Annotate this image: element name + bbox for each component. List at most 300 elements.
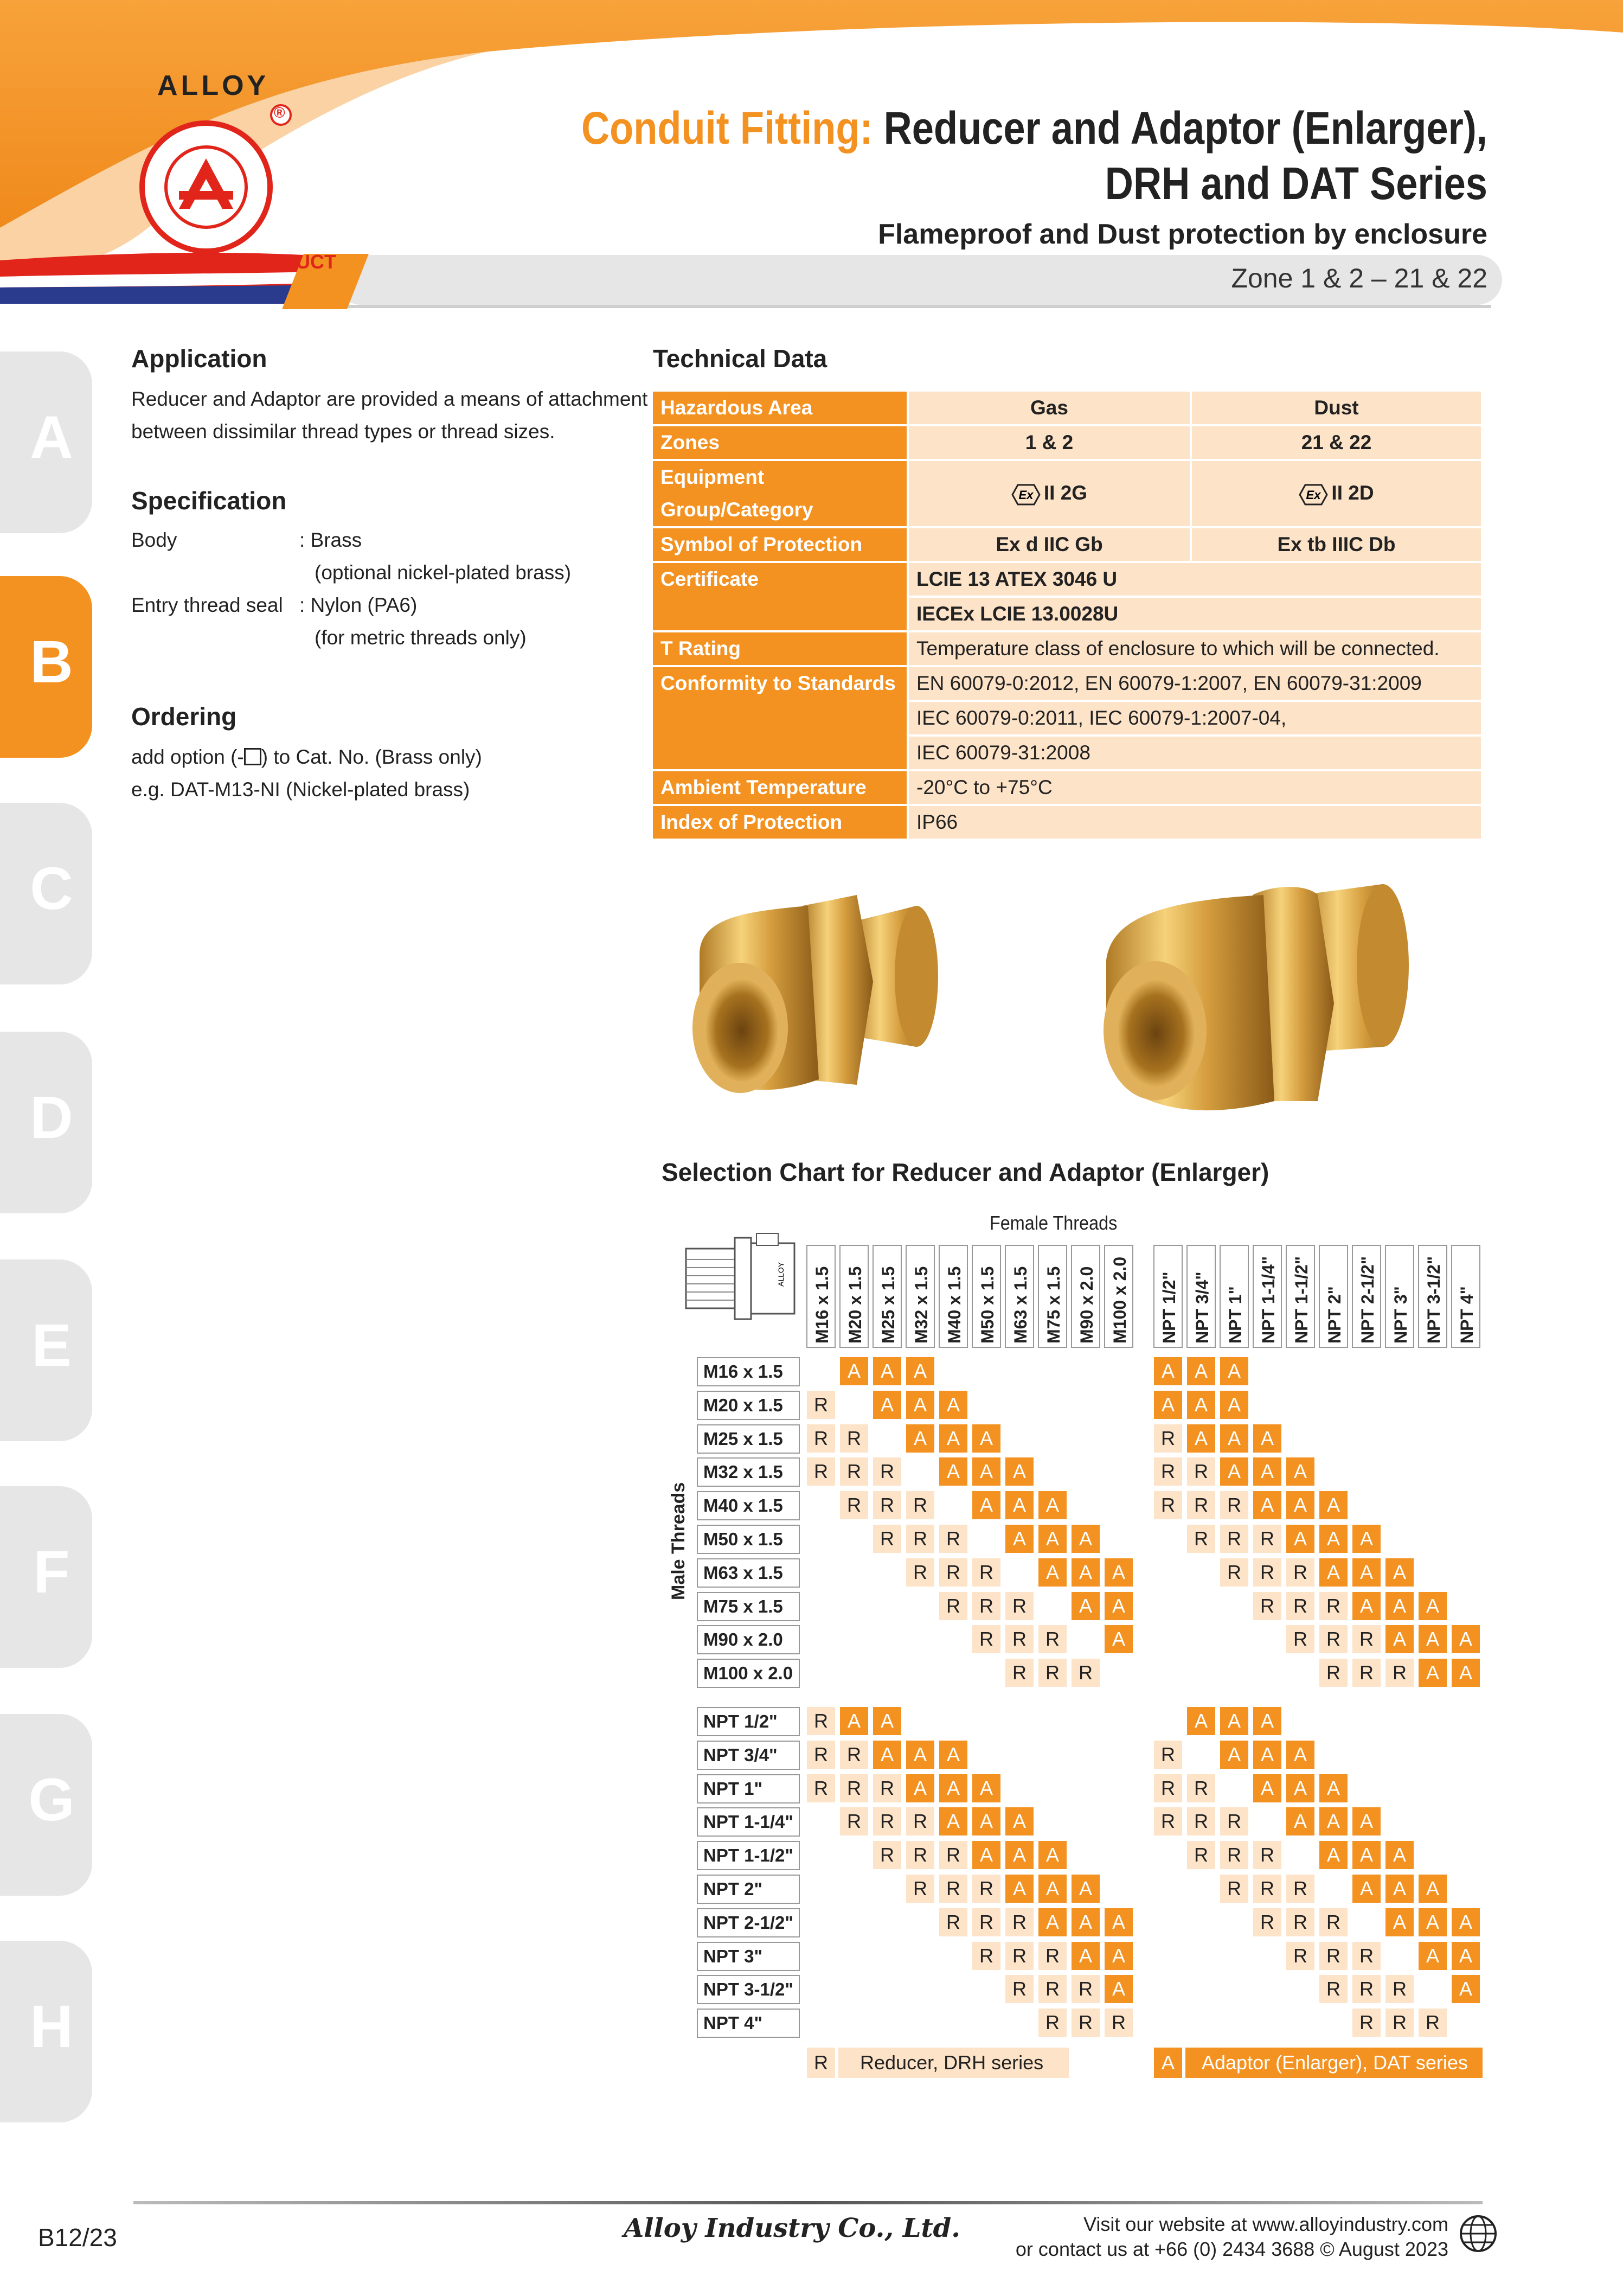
adaptor-cell: A	[1286, 1807, 1314, 1835]
adaptor-cell: A	[1005, 1807, 1034, 1835]
adaptor-cell: A	[1005, 1525, 1034, 1553]
reducer-cell: R	[1038, 1659, 1067, 1687]
ordering-heading: Ordering	[131, 702, 237, 731]
column-header-label: NPT 3-1/2"	[1424, 1256, 1444, 1344]
dust-header: Dust	[1191, 391, 1482, 425]
reducer-cell: R	[1005, 1659, 1034, 1687]
reducer-cell: R	[1154, 1741, 1182, 1769]
certificate-iecex: IECEx LCIE 13.0028U	[908, 597, 1482, 631]
reducer-cell: R	[1286, 1558, 1314, 1587]
reducer-cell: R	[1319, 1975, 1348, 2003]
reducer-cell: R	[1286, 1625, 1314, 1653]
reducer-cell: R	[1220, 1875, 1248, 1903]
column-header	[1451, 1245, 1480, 1348]
standard-2: IEC 60079-0:2011, IEC 60079-1:2007-04,	[908, 701, 1482, 736]
adaptor-cell: A	[1038, 1525, 1067, 1553]
tagline: A QUALITY PRODUCT	[130, 251, 337, 273]
reducer-cell: R	[1072, 2009, 1100, 2037]
adaptor-cell: A	[1105, 1975, 1133, 2003]
row-header: M32 x 1.5	[697, 1457, 800, 1487]
specification-heading: Specification	[131, 487, 287, 515]
row-header: NPT 1"	[697, 1774, 800, 1803]
adaptor-cell: A	[1385, 1592, 1414, 1620]
reducer-cell: R	[1105, 2009, 1133, 2037]
reducer-cell: R	[1005, 1908, 1034, 1936]
standard-3: IEC 60079-31:2008	[908, 736, 1482, 770]
legend-a-code: A	[1154, 2048, 1182, 2078]
reducer-cell: R	[1005, 1625, 1034, 1653]
reducer-cell: R	[939, 1841, 967, 1869]
adaptor-cell: A	[1105, 1625, 1133, 1653]
adaptor-cell: A	[1220, 1424, 1248, 1453]
reducer-cell: R	[1154, 1807, 1182, 1835]
adaptor-cell: A	[1452, 1975, 1480, 2003]
adaptor-cell: A	[1005, 1841, 1034, 1869]
adaptor-cell: A	[1385, 1625, 1414, 1653]
conformity-label: Conformity to Standards	[652, 666, 908, 770]
adaptor-cell: A	[1385, 1908, 1414, 1936]
column-header	[972, 1245, 1001, 1348]
adaptor-cell: A	[1187, 1707, 1215, 1735]
adaptor-cell: A	[1352, 1841, 1381, 1869]
adaptor-cell: A	[972, 1491, 1000, 1519]
reducer-cell: R	[1319, 1592, 1348, 1620]
reducer-cell: R	[1385, 1975, 1414, 2003]
adaptor-cell: A	[1220, 1707, 1248, 1735]
column-header-label: M90 x 2.0	[1077, 1266, 1096, 1344]
tab-c[interactable]	[0, 803, 92, 984]
reducer-cell: R	[906, 1841, 934, 1869]
adaptor-cell: A	[1220, 1457, 1248, 1486]
adaptor-cell: A	[906, 1774, 934, 1802]
row-header: NPT 3-1/2"	[697, 1975, 800, 2004]
reducer-cell: R	[972, 1625, 1000, 1653]
reducer-cell: R	[1253, 1841, 1281, 1869]
row-header: M25 x 1.5	[697, 1424, 800, 1454]
reducer-cell: R	[1286, 1942, 1314, 1970]
adaptor-cell: A	[972, 1807, 1000, 1835]
reducer-cell: R	[972, 1908, 1000, 1936]
adaptor-cell: A	[1038, 1908, 1067, 1936]
column-header-label: M16 x 1.5	[812, 1266, 832, 1344]
column-header-label: NPT 1-1/2"	[1292, 1256, 1311, 1344]
adaptor-cell: A	[1286, 1491, 1314, 1519]
spec-seal-value: : Nylon (PA6)	[299, 594, 418, 616]
row-header: M16 x 1.5	[697, 1357, 800, 1386]
column-header-label: M40 x 1.5	[945, 1266, 964, 1344]
hazardous-area-label: Hazardous Area	[652, 391, 908, 425]
zones-gas: 1 & 2	[908, 425, 1191, 460]
column-header-label: NPT 1"	[1226, 1286, 1245, 1344]
adaptor-cell: A	[1038, 1558, 1067, 1587]
footer-divider	[133, 2201, 1483, 2204]
reducer-cell: R	[939, 1592, 967, 1620]
reducer-cell: R	[939, 1875, 967, 1903]
tab-f[interactable]	[0, 1486, 92, 1668]
column-header	[839, 1245, 869, 1348]
reducer-cell: R	[1319, 1942, 1348, 1970]
adaptor-cell: A	[1253, 1457, 1281, 1486]
reducer-cell: R	[972, 1558, 1000, 1587]
row-header: M40 x 1.5	[697, 1491, 800, 1520]
adaptor-cell: A	[906, 1424, 934, 1453]
reducer-cell: R	[807, 1424, 835, 1453]
adaptor-cell: A	[1005, 1491, 1034, 1519]
reducer-cell: R	[1352, 1659, 1381, 1687]
adaptor-cell: A	[1352, 1525, 1381, 1553]
equipment-dust	[1191, 460, 1482, 527]
row-header: M20 x 1.5	[697, 1391, 800, 1420]
reducer-cell: R	[1154, 1424, 1182, 1453]
reducer-cell: R	[1154, 1457, 1182, 1486]
reducer-cell: R	[840, 1807, 868, 1835]
column-header	[806, 1245, 836, 1348]
adaptor-cell: A	[1319, 1807, 1348, 1835]
page-title-line1	[581, 102, 1487, 155]
reducer-cell: R	[1187, 1774, 1215, 1802]
table-row	[652, 666, 1482, 701]
table-row	[652, 460, 1482, 527]
row-header: M100 x 2.0	[697, 1659, 800, 1688]
reducer-cell: R	[906, 1491, 934, 1519]
equipment-dust-value: II 2D	[1331, 482, 1374, 504]
row-header: M75 x 1.5	[697, 1592, 800, 1621]
reducer-cell: R	[1187, 1491, 1215, 1519]
reducer-cell: R	[906, 1807, 934, 1835]
adaptor-cell: A	[939, 1807, 967, 1835]
tab-b-label: B	[30, 629, 73, 695]
reducer-cell: R	[1038, 1625, 1067, 1653]
technical-data-table	[651, 389, 1483, 841]
adaptor-cell: A	[1452, 1625, 1480, 1653]
adaptor-cell: A	[939, 1424, 967, 1453]
footer-contact: or contact us at +66 (0) 2434 3688 © August 2023	[1015, 2238, 1448, 2260]
adaptor-cell: A	[1352, 1558, 1381, 1587]
reducer-cell: R	[807, 1457, 835, 1486]
column-header	[1005, 1245, 1034, 1348]
adaptor-cell: A	[1452, 1908, 1480, 1936]
reducer-cell: R	[1220, 1558, 1248, 1587]
reducer-cell: R	[807, 1774, 835, 1802]
adaptor-cell: A	[1385, 1841, 1414, 1869]
reducer-cell: R	[972, 1875, 1000, 1903]
ordering-line-2: e.g. DAT-M13-NI (Nickel-plated brass)	[131, 778, 470, 801]
ex-hexagon-icon	[1299, 484, 1328, 506]
tab-e-label: E	[31, 1312, 72, 1379]
reducer-cell: R	[1005, 1942, 1034, 1970]
reducer-cell: R	[906, 1558, 934, 1587]
column-header	[1253, 1245, 1282, 1348]
adaptor-cell: A	[939, 1391, 967, 1419]
reducer-photo	[692, 895, 938, 1093]
column-header	[1286, 1245, 1315, 1348]
reducer-cell: R	[939, 1908, 967, 1936]
seal-text	[142, 243, 150, 244]
option-box-icon	[244, 748, 261, 765]
column-header	[1071, 1245, 1100, 1348]
adaptor-cell: A	[1005, 1875, 1034, 1903]
reducer-cell: R	[1319, 1625, 1348, 1653]
application-text-1: Reducer and Adaptor are provided a means of attachment	[131, 388, 648, 410]
title-main: Reducer and Adaptor (Enlarger),	[883, 103, 1487, 154]
certificate-label: Certificate	[652, 562, 908, 631]
reducer-cell: R	[906, 1875, 934, 1903]
reducer-cell: R	[873, 1841, 901, 1869]
symbol-label: Symbol of Protection	[652, 527, 908, 562]
footer-website: Visit our website at www.alloyindustry.com	[1083, 2213, 1448, 2235]
row-header: NPT 1-1/2"	[697, 1841, 800, 1870]
adaptor-cell: A	[1187, 1391, 1215, 1419]
reducer-cell: R	[840, 1457, 868, 1486]
reducer-cell: R	[807, 1391, 835, 1419]
adaptor-cell: A	[1286, 1457, 1314, 1486]
adaptor-cell: A	[1419, 1908, 1447, 1936]
ip-value: IP66	[908, 805, 1482, 840]
spec-seal-label: Entry thread seal	[131, 594, 283, 616]
adaptor-cell: A	[1286, 1741, 1314, 1769]
ex-hexagon-icon	[1011, 484, 1041, 506]
table-row	[652, 562, 1482, 597]
adaptor-cell: A	[1220, 1741, 1248, 1769]
adaptor-cell: A	[840, 1357, 868, 1385]
tab-a[interactable]	[0, 351, 92, 533]
spec-body-label: Body	[131, 529, 177, 551]
chart-title: Selection Chart for Reducer and Adaptor (Enlarger)	[662, 1158, 1269, 1186]
column-header	[939, 1245, 968, 1348]
reducer-cell: R	[1220, 1491, 1248, 1519]
adaptor-cell: A	[1419, 1875, 1447, 1903]
reducer-cell: R	[1154, 1774, 1182, 1802]
spec-body-note: (optional nickel-plated brass)	[315, 561, 572, 584]
column-header-label: NPT 1-1/4"	[1259, 1256, 1278, 1344]
table-row	[652, 805, 1482, 840]
tab-g[interactable]	[0, 1714, 92, 1896]
reducer-cell: R	[1154, 1491, 1182, 1519]
reducer-cell: R	[873, 1525, 901, 1553]
row-header: M50 x 1.5	[697, 1525, 800, 1554]
adaptor-cell: A	[1253, 1424, 1281, 1453]
adaptor-cell: A	[873, 1357, 901, 1385]
column-header	[906, 1245, 935, 1348]
adaptor-cell: A	[1352, 1807, 1381, 1835]
reducer-cell: R	[1253, 1875, 1281, 1903]
column-header	[1319, 1245, 1348, 1348]
reducer-cell: R	[972, 1942, 1000, 1970]
standard-1: EN 60079-0:2012, EN 60079-1:2007, EN 60079-31:2009	[908, 666, 1482, 701]
company-name: Alloy Industry Co., Ltd.	[624, 2213, 960, 2243]
zones-dust: 21 & 22	[1191, 425, 1482, 460]
zone-label: Zone 1 & 2 – 21 & 22	[1231, 263, 1487, 293]
reducer-cell: R	[807, 1741, 835, 1769]
adaptor-cell: A	[1072, 1908, 1100, 1936]
symbol-gas: Ex d IIC Gb	[908, 527, 1191, 562]
reducer-cell: R	[1319, 1659, 1348, 1687]
reducer-cell: R	[1419, 2009, 1447, 2037]
equipment-gas-value: II 2G	[1043, 482, 1088, 504]
reducer-cell: R	[1187, 1457, 1215, 1486]
adaptor-cell: A	[1154, 1357, 1182, 1385]
adaptor-cell: A	[1419, 1659, 1447, 1687]
reducer-cell: R	[1286, 1592, 1314, 1620]
reducer-cell: R	[1005, 1975, 1034, 2003]
reducer-cell: R	[1038, 2009, 1067, 2037]
reducer-cell: R	[1319, 1908, 1348, 1936]
tab-d-label: D	[30, 1084, 73, 1151]
adaptor-cell: A	[1319, 1774, 1348, 1802]
tab-h[interactable]	[0, 1941, 92, 2122]
adaptor-cell: A	[906, 1357, 934, 1385]
legend-r-code: R	[807, 2048, 835, 2078]
adaptor-cell: A	[1253, 1491, 1281, 1519]
reducer-cell: R	[1286, 1908, 1314, 1936]
table-row	[652, 425, 1482, 460]
adaptor-cell: A	[1319, 1525, 1348, 1553]
application-text-2: between dissimilar thread types or thread sizes.	[131, 420, 555, 443]
reducer-cell: R	[873, 1491, 901, 1519]
column-header	[1352, 1245, 1381, 1348]
adaptor-cell: A	[1038, 1875, 1067, 1903]
adaptor-cell: A	[1452, 1659, 1480, 1687]
adaptor-cell: A	[840, 1707, 868, 1735]
female-threads-label: Female Threads	[990, 1212, 1118, 1234]
ordering-line-1-pre: add option (-	[131, 746, 244, 768]
ordering-line-1-post: ) to Cat. No. (Brass only)	[261, 746, 482, 768]
zones-label: Zones	[652, 425, 908, 460]
adaptor-cell: A	[1253, 1774, 1281, 1802]
adaptor-cell: A	[1187, 1357, 1215, 1385]
reducer-cell: R	[1005, 1592, 1034, 1620]
reducer-cell: R	[1253, 1908, 1281, 1936]
reducer-cell: R	[1253, 1558, 1281, 1587]
adaptor-cell: A	[1220, 1391, 1248, 1419]
reducer-cell: R	[873, 1807, 901, 1835]
column-header-label: NPT 1/2"	[1159, 1271, 1179, 1344]
adaptor-cell: A	[1253, 1741, 1281, 1769]
adaptor-cell: A	[873, 1391, 901, 1419]
ex-text: Ex	[1018, 488, 1034, 502]
column-header	[1385, 1245, 1414, 1348]
adaptor-cell: A	[1072, 1942, 1100, 1970]
spec-seal-note: (for metric threads only)	[315, 626, 527, 649]
reducer-cell: R	[1220, 1525, 1248, 1553]
adaptor-cell: A	[1072, 1875, 1100, 1903]
reducer-cell: R	[1352, 2009, 1381, 2037]
column-header	[1038, 1245, 1067, 1348]
reducer-cell: R	[873, 1774, 901, 1802]
row-header: NPT 4"	[697, 2009, 800, 2038]
column-header-label: M100 x 2.0	[1110, 1256, 1130, 1344]
adaptor-cell: A	[1005, 1457, 1034, 1486]
application-heading: Application	[131, 344, 267, 373]
t-rating-label: T Rating	[652, 631, 908, 666]
tab-e[interactable]	[0, 1259, 92, 1441]
symbol-dust: Ex tb IIIC Db	[1191, 527, 1482, 562]
adaptor-cell: A	[1419, 1625, 1447, 1653]
column-header-label: NPT 4"	[1457, 1286, 1477, 1344]
adaptor-cell: A	[1038, 1841, 1067, 1869]
column-header-label: M50 x 1.5	[978, 1266, 997, 1344]
title-prefix: Conduit Fitting:	[581, 103, 873, 154]
adaptor-cell: A	[873, 1741, 901, 1769]
reducer-cell: R	[840, 1741, 868, 1769]
column-header-label: M32 x 1.5	[912, 1266, 931, 1344]
row-header: NPT 2"	[697, 1875, 800, 1904]
equipment-label: Equipment Group/Category	[652, 460, 908, 527]
reducer-cell: R	[939, 1558, 967, 1587]
reducer-cell: R	[1352, 1942, 1381, 1970]
tab-d[interactable]	[0, 1032, 92, 1213]
column-header-label: M25 x 1.5	[878, 1266, 898, 1344]
adaptor-cell: A	[1154, 1391, 1182, 1419]
page-title-line2: DRH and DAT Series	[1105, 158, 1487, 209]
column-header	[1186, 1245, 1216, 1348]
adaptor-cell: A	[1452, 1942, 1480, 1970]
adaptor-cell: A	[1419, 1592, 1447, 1620]
reducer-cell: R	[1072, 1975, 1100, 2003]
adaptor-cell: A	[1072, 1592, 1100, 1620]
reducer-cell: R	[1038, 1942, 1067, 1970]
adaptor-cell: A	[1072, 1525, 1100, 1553]
adaptor-cell: A	[1352, 1592, 1381, 1620]
column-header-label: NPT 3/4"	[1192, 1271, 1212, 1344]
diagram-label: ALLOY	[777, 1262, 785, 1287]
reducer-cell: R	[1385, 2009, 1414, 2037]
tab-b[interactable]	[0, 576, 92, 758]
table-row	[652, 527, 1482, 562]
table-row	[652, 770, 1482, 805]
row-header: M90 x 2.0	[697, 1625, 800, 1654]
adaptor-cell: A	[972, 1774, 1000, 1802]
product-photos	[678, 873, 1518, 1134]
reducer-cell: R	[840, 1774, 868, 1802]
brand-name: ALLOY	[157, 70, 270, 101]
adaptor-cell: A	[1319, 1841, 1348, 1869]
column-header-label: NPT 3"	[1391, 1286, 1410, 1344]
ip-label: Index of Protection	[652, 805, 908, 840]
reducer-cell: R	[972, 1592, 1000, 1620]
reducer-cell: R	[873, 1457, 901, 1486]
row-header: NPT 1-1/4"	[697, 1807, 800, 1837]
equipment-gas	[908, 460, 1191, 527]
reducer-cell: R	[1253, 1592, 1281, 1620]
reducer-cell: R	[1286, 1875, 1314, 1903]
reducer-cell: R	[1187, 1525, 1215, 1553]
row-header: M63 x 1.5	[697, 1558, 800, 1588]
ambient-label: Ambient Temperature	[652, 770, 908, 805]
ambient-value: -20°C to +75°C	[908, 770, 1482, 805]
page-number: B12/23	[38, 2223, 117, 2252]
adaptor-cell: A	[1286, 1774, 1314, 1802]
reducer-cell: R	[1220, 1807, 1248, 1835]
tab-g-label: G	[28, 1767, 75, 1833]
column-header-label: M20 x 1.5	[845, 1266, 865, 1344]
tab-h-label: H	[30, 1993, 73, 2060]
adaptor-cell: A	[1105, 1908, 1133, 1936]
reducer-cell: R	[1187, 1841, 1215, 1869]
tab-a-label: A	[30, 404, 73, 471]
reducer-cell: R	[1072, 1659, 1100, 1687]
adaptor-cell: A	[1220, 1357, 1248, 1385]
adaptor-cell: A	[1286, 1525, 1314, 1553]
reducer-cell: R	[840, 1491, 868, 1519]
adaptor-cell: A	[873, 1707, 901, 1735]
adaptor-cell: A	[972, 1457, 1000, 1486]
row-header: NPT 1/2"	[697, 1707, 800, 1736]
column-header	[1220, 1245, 1249, 1348]
reducer-cell: R	[1352, 1975, 1381, 2003]
adaptor-cell: A	[1352, 1875, 1381, 1903]
gas-header: Gas	[908, 391, 1191, 425]
